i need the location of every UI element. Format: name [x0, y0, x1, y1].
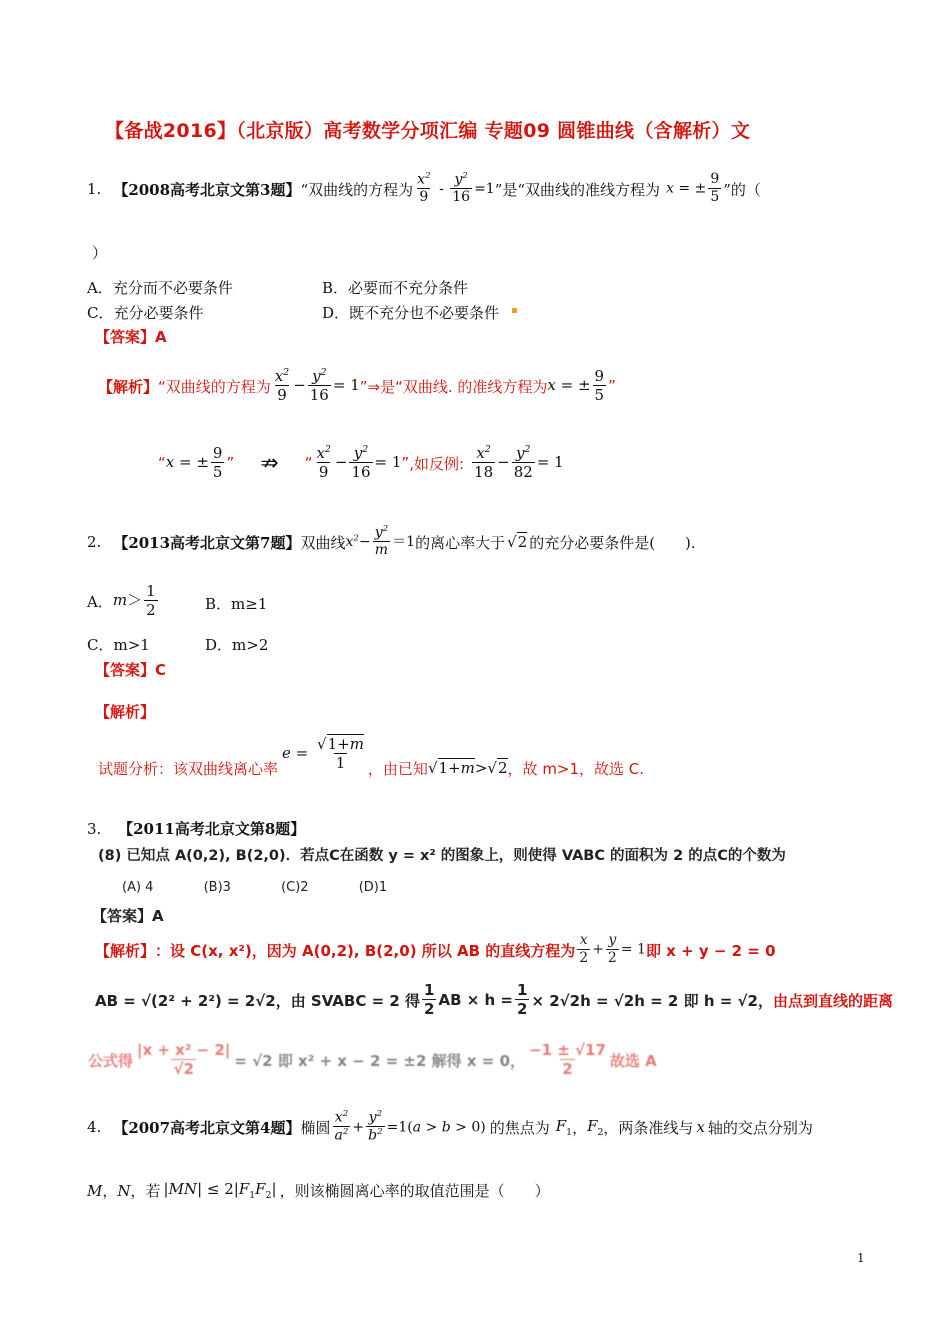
x-axis-var: x — [696, 1118, 705, 1136]
question-2-stem — [87, 518, 696, 566]
analysis-text: ”⇒是“双曲线. 的准线方程为 — [359, 377, 548, 396]
question-4-stem: 4. 【2007高考北京文第4题】 椭圆 $\frac{x^2}{a^2}$ + $\frac{y^2}{b^2}$ =1(a > b > 0) 的焦点为 $F_1$ ， $F_2$ ，两条准线与 x 轴的交点分别为 — [87, 1108, 813, 1144]
question-number: 4. — [87, 1118, 102, 1136]
page-number: 1 — [857, 1251, 865, 1265]
equation-eccentricity: e = $\frac{√1+m}{1}$ — [282, 735, 364, 773]
option-label: A． — [87, 592, 113, 611]
equation-hyperbola: $\frac{x^2}{9}$ - $\frac{y^2}{16}$ =1 — [417, 171, 495, 206]
focus-f1: $F_1$ — [555, 1116, 573, 1138]
option-c: C．充分必要条件 — [87, 304, 204, 322]
analysis-text: AB = √(2² + 2²) = 2√2，由 SVABC = 2 得 — [95, 991, 421, 1010]
question-3-stem — [87, 818, 305, 839]
option-a — [87, 580, 160, 622]
analysis-line — [98, 735, 645, 796]
analysis-text: ” — [401, 454, 410, 472]
choice-a: (A) 4 — [122, 880, 154, 895]
question-text: ，两条准线与 — [603, 1118, 694, 1137]
analysis-line-2: “ x = ± $\frac{9}{5}$ ” ⇏ “ $\frac{x^2}{9}$ − $\frac{y^2}{16}$ = 1 ” ,如反例: $\frac{x^2}{18}$ − $\frac{y^2}{82}$ = 1 — [158, 444, 564, 482]
question-image-stem: (8) 已知点 A(0,2), B(2,0)．若点C在函数 y = x² 的图象上，则使得 VABC 的面积为 2 的点C的个数为 — [98, 848, 786, 864]
analysis-text: ：设 C(x, x²)，因为 A(0,2), B(2,0) 所以 AB 的直线方程为 — [155, 941, 576, 960]
option-a-math: m＞ $\frac{1}{2}$ — [112, 582, 156, 620]
points-mn: M，N — [87, 1181, 131, 1200]
equation-hyperbola: $x^2-$ $\frac{y^2}{m}$ ＝1 — [345, 524, 416, 559]
question-1-stem — [87, 163, 761, 215]
analysis-text: ,如反例: — [409, 454, 465, 473]
equation-directrix: x = ± $\frac{9}{5}$ — [666, 171, 720, 206]
analysis-text: 公式得 — [88, 1051, 134, 1070]
question-text: 的充分必要条件是( ). — [529, 533, 696, 552]
question-source: 【2013高考北京文第7题】 — [113, 533, 301, 552]
question-source: 【2007高考北京文第4题】 — [113, 1118, 301, 1137]
fraction-solution: $\frac{-1 \pm √17}{2}$ — [529, 1041, 606, 1079]
option-c: C．m>1 — [87, 636, 150, 654]
analysis-label: 【解析】 — [95, 941, 156, 960]
analysis-line-2 — [95, 980, 893, 1020]
equation-ellipse: $\frac{x^2}{a^2}$ + $\frac{y^2}{b^2}$ =1(a > b > 0) — [334, 1108, 486, 1144]
question-close-paren: ） — [92, 244, 108, 262]
question-text: ，则该椭圆离心率的取值范围是（ ） — [279, 1181, 550, 1200]
inequality: √1+m>√2 — [427, 759, 508, 777]
question-text: 的离心率大于 — [415, 533, 506, 552]
analysis-text: × 2√2h = √2h = 2 即 h = √2， — [531, 991, 773, 1010]
question-text: ，若 — [130, 1181, 161, 1200]
fraction-distance: $\frac{\text{|x + x² − 2|}}{√2}$ — [137, 1041, 231, 1079]
analysis-line-3 — [88, 1040, 657, 1080]
analysis-text: “双曲线的方程为 — [158, 377, 271, 396]
answer-label: 【答案】A — [95, 328, 167, 346]
choice-b: (B)3 — [203, 880, 231, 895]
answer-label: 【答案】A — [92, 907, 164, 925]
analysis-text: = √2 即 x² + x − 2 = ±2 解得 x = 0， — [234, 1051, 526, 1070]
analysis-text: 故选 A — [609, 1051, 657, 1070]
question-number: 3. — [87, 820, 102, 838]
analysis-line-1 — [95, 932, 776, 968]
choice-c: (C)2 — [281, 880, 309, 895]
question-image-choices — [122, 880, 387, 895]
analysis-line-1 — [98, 360, 616, 412]
analysis-text: ，故 m>1，故选 C. — [507, 759, 645, 778]
analysis-text: 即 x + y − 2 = 0 — [645, 941, 776, 960]
answer-label: 【答案】C — [95, 661, 167, 679]
option-a: A．充分而不必要条件 — [87, 279, 233, 297]
question-text: 的焦点为 — [489, 1118, 550, 1137]
question-number: 2. — [87, 533, 102, 551]
question-text: 椭圆 — [300, 1118, 331, 1137]
question-source: 【2011高考北京文第8题】 — [118, 820, 306, 838]
analysis-label: 【解析】 — [98, 377, 159, 396]
equation-directrix: x = ± $\frac{9}{5}$ — [165, 444, 223, 482]
focus-f2: $F_2$ — [587, 1116, 604, 1138]
question-text: 轴的交点分别为 — [707, 1118, 813, 1137]
fraction-half: $\frac{1}{2}$ — [424, 981, 435, 1019]
marker-dot — [512, 308, 517, 313]
choice-d: (D)1 — [358, 880, 388, 895]
equation-line-ab: $\frac{x}{2}$ + $\frac{y}{2}$ = 1 — [579, 932, 646, 967]
equation-hyperbola: $\frac{x^2}{9}$ − $\frac{y^2}{16}$ = 1 — [316, 444, 402, 482]
analysis-label: 【解析】 — [95, 703, 156, 721]
question-text: 双曲线 — [300, 533, 346, 552]
question-source: 【2008高考北京文第3题】 — [113, 180, 301, 199]
equation-hyperbola: $\frac{x^2}{9}$ − $\frac{y^2}{16}$ = 1 — [274, 367, 360, 405]
question-4-stem-cont — [87, 1172, 550, 1208]
analysis-text: 试题分析：该双曲线离心率 — [98, 759, 279, 778]
equation-directrix: x = ± $\frac{9}{5}$ — [547, 367, 605, 405]
option-d: D．既不充分也不必要条件 — [322, 304, 500, 322]
analysis-text: ，由已知 — [367, 759, 428, 778]
question-text: “双曲线的方程为 — [300, 180, 414, 199]
analysis-text: ” — [608, 377, 616, 395]
sqrt-2: √2 — [507, 533, 528, 551]
equation-counterexample: $\frac{x^2}{18}$ − $\frac{y^2}{82}$ = 1 — [474, 444, 564, 482]
not-implies-symbol: ⇏ — [260, 450, 279, 476]
question-text: ”是“双曲线的准线方程为 — [494, 180, 661, 199]
option-b: B．必要而不充分条件 — [322, 279, 469, 297]
analysis-text: 由点到直线的距离 — [772, 991, 893, 1010]
question-text: ”的（ — [723, 180, 761, 199]
question-number: 1. — [87, 180, 102, 198]
inequality-mn: $|MN| \le 2|F_1F_2|$ — [163, 1179, 277, 1201]
fraction-half: $\frac{1}{2}$ — [517, 981, 528, 1019]
option-d: D．m>2 — [205, 636, 269, 654]
page-title: 【备战2016】（北京版）高考数学分项汇编 专题09 圆锥曲线（含解析）文 — [105, 120, 751, 142]
option-b: B．m≥1 — [205, 595, 268, 613]
analysis-text: AB × h = — [438, 991, 513, 1009]
